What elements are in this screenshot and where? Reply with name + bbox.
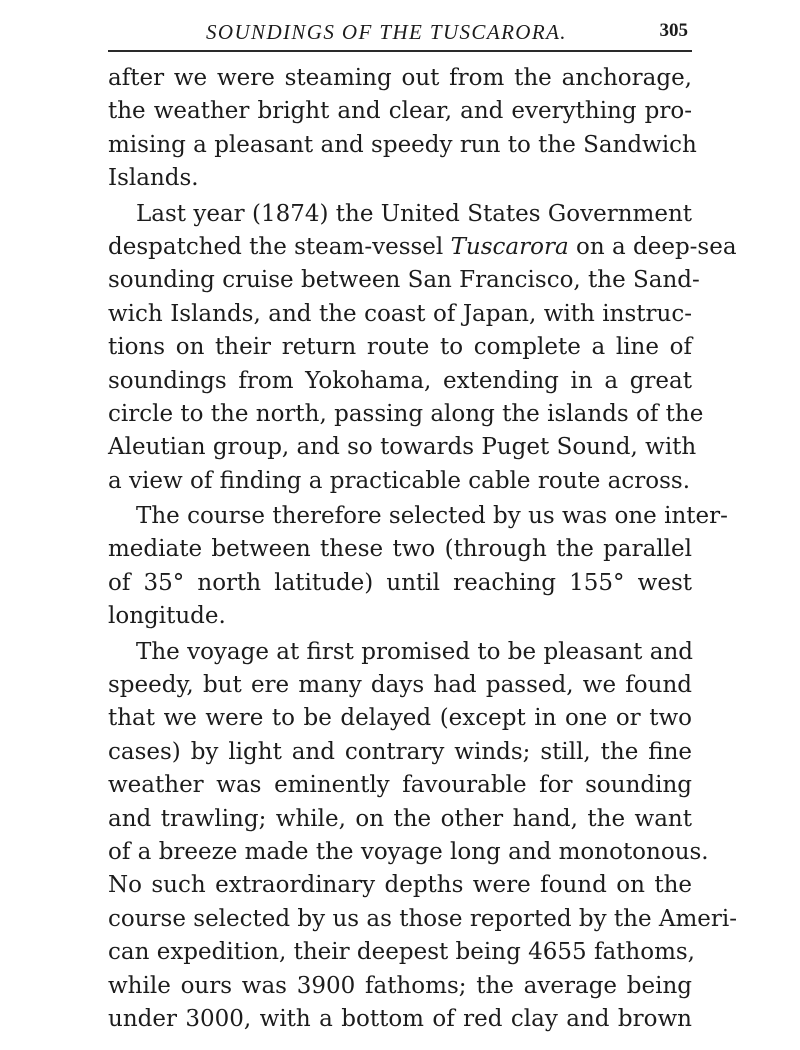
text-line: of a breeze made the voyage long and monotonous. — [108, 838, 709, 865]
text-line: tions on their return route to complete a line of — [108, 334, 692, 361]
text-line: while ours was 3900 fathoms; the average being — [108, 972, 692, 999]
text-line: the weather bright and clear, and everything pro- — [108, 98, 692, 125]
text-line: circle to the north, passing along the islands of the — [108, 400, 704, 427]
text-line: cases) by light and contrary winds; still, the fine — [108, 738, 692, 765]
text-line: of 35° north latitude) until reaching 155° west — [108, 569, 692, 596]
text-line: a view of finding a practicable cable route across. — [108, 467, 691, 494]
text-line: under 3000, with a bottom of red clay and brown — [108, 1005, 692, 1032]
text-line: longitude. — [108, 603, 226, 630]
text-line: weather was eminently favourable for sounding — [108, 772, 692, 799]
page-number: 305 — [659, 20, 688, 41]
paragraph-3 — [108, 500, 728, 634]
text-line: wich Islands, and the coast of Japan, with instruc- — [108, 300, 692, 327]
text-line: speedy, but ere many days had passed, we found — [108, 672, 692, 699]
paragraph-1 — [108, 62, 697, 196]
text-line: No such extraordinary depths were found on the — [108, 872, 692, 899]
book-page — [108, 14, 738, 1038]
text-line: and trawling; while, on the other hand, the want — [108, 805, 692, 832]
paragraph-2 — [108, 198, 737, 499]
text-line: course selected by us as those reported by the Ameri- — [108, 905, 738, 932]
paragraph-4 — [108, 636, 738, 1037]
text-line: sounding cruise between San Francisco, the Sand- — [108, 267, 700, 294]
running-head — [108, 14, 692, 52]
text-line: The voyage at first promised to be pleasant and — [136, 638, 693, 665]
text-line: Aleutian group, and so towards Puget Sound, with — [108, 434, 697, 461]
text-line: despatched the steam-vessel Tuscarora on a deep-sea — [108, 233, 737, 260]
text-line: after we were steaming out from the anchorage, — [108, 65, 692, 91]
text-line: can expedition, their deepest being 4655 fathoms, — [108, 939, 695, 966]
text-line: Last year (1874) the United States Government — [136, 200, 692, 227]
text-line: The course therefore selected by us was one inter- — [136, 503, 728, 530]
text-line: mediate between these two (through the parallel — [108, 536, 692, 563]
text-line: Islands. — [108, 165, 199, 192]
text-line: that we were to be delayed (except in one or two — [108, 705, 692, 732]
text-line: mising a pleasant and speedy run to the Sandwich — [108, 131, 697, 158]
body-text — [108, 62, 738, 1036]
text-line: soundings from Yokohama, extending in a great — [108, 367, 692, 394]
running-title: SOUNDINGS OF THE TUSCARORA. — [206, 20, 567, 44]
